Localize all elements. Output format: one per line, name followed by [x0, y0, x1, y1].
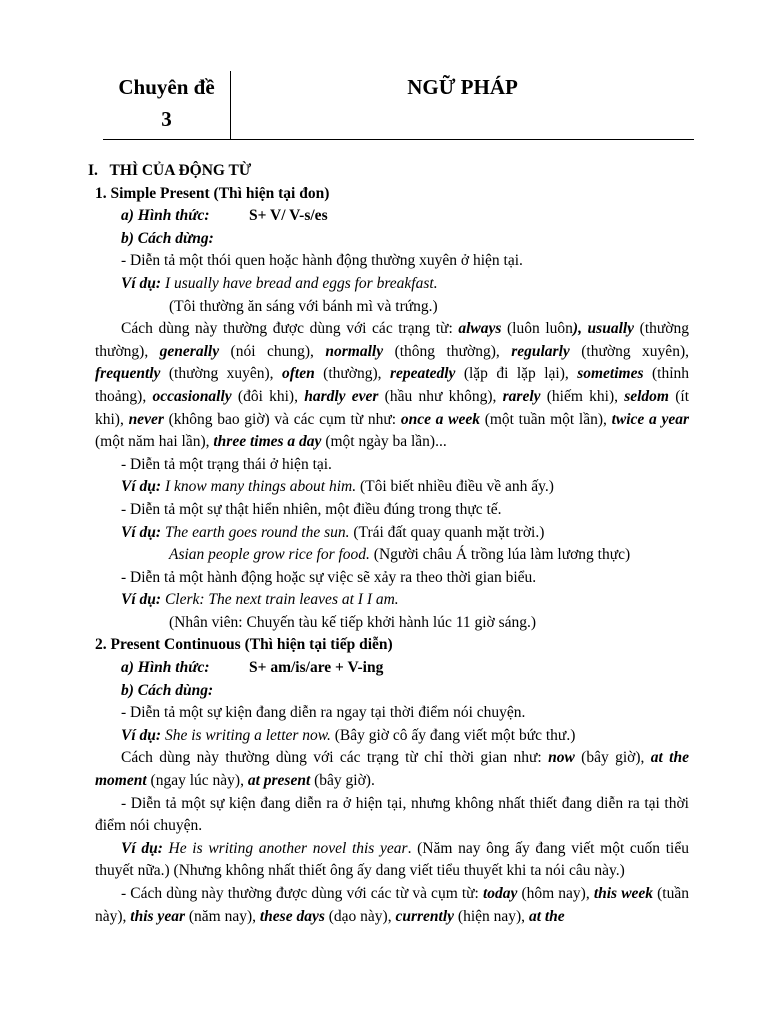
adverb-term: rarely [502, 387, 541, 405]
adverbs-paragraph [95, 883, 689, 928]
example-label: Ví dụ: [121, 726, 162, 744]
example [95, 273, 689, 296]
text-run: (hầu như không), [378, 387, 503, 405]
example [95, 838, 689, 883]
document-body [88, 160, 690, 928]
example-translation: (Tôi biết nhiều điều về anh ấy.) [356, 478, 554, 496]
topic-label: Chuyên đề [118, 75, 215, 99]
example-sentence: The earth goes round the sun. [164, 523, 350, 541]
example-translation: (Trái đất quay quanh mặt trời.) [349, 523, 545, 541]
adverb-term: frequently [95, 365, 161, 383]
page-title: NGỮ PHÁP [407, 75, 518, 99]
example-translation: (Tôi thường ăn sáng với bánh mì và trứng.) [169, 297, 438, 315]
adverb-term: today [482, 885, 518, 902]
example [95, 544, 689, 567]
example [95, 589, 689, 612]
adverb-term: at the moment [95, 749, 689, 790]
adverb-term: seldom [624, 387, 669, 405]
example-translation: (Người châu Á trồng lúa làm lương thực) [369, 546, 631, 564]
text-run: (thỉnh thoảng), [95, 365, 689, 405]
example-sentence: Asian people grow rice for food. [169, 546, 370, 564]
usage-label: b) Cách dừng: [121, 229, 214, 247]
adverb-term: repeatedly [389, 365, 456, 383]
form-line [95, 205, 689, 228]
adverb-term: three times a day [213, 433, 322, 451]
adverb-term: always [458, 320, 502, 338]
form-formula: S+ am/is/are + V-ing [249, 659, 384, 677]
adverb-term: regularly [511, 342, 570, 360]
adverb-term: twice a year [611, 410, 690, 428]
text-run: (tuần này), [95, 885, 689, 925]
section-number: I. [88, 162, 98, 179]
example-label: Ví dụ: [121, 591, 162, 609]
adverb-term: at the [528, 907, 565, 925]
text-run: - Cách dùng này thường được dùng với các từ và cụm từ: [121, 885, 483, 902]
text-run: (một tuần một lần), [479, 410, 612, 428]
adverb-term: normally [325, 342, 384, 360]
example [95, 522, 689, 545]
example-label: Ví dụ: [121, 274, 162, 292]
text-run: (đôi khi), [231, 387, 305, 405]
adverb-term: this year [130, 907, 185, 925]
adverb-term: often [282, 365, 315, 383]
usage-item: - Diễn tả một trạng thái ở hiện tại. [121, 455, 332, 473]
subsection-heading-simple-present: 1. Simple Present (Thì hiện tại đon) [95, 184, 330, 202]
usage-item: - Diễn tả một sự kiện đang diễn ra ngay tại thời điểm nói chuyện. [121, 704, 526, 722]
usage-item: - Diễn tả một sự kiện đang diễn ra ở hiện tại, nhưng không nhất thiết đang diễn ra tại thời điểm nói chuyện. [95, 794, 689, 835]
adverb-term: this week [593, 885, 654, 902]
example-sentence: Clerk: The next train leaves at I I am. [164, 591, 399, 609]
adverb-term: never [128, 410, 164, 428]
text-run: (dạo này), [324, 907, 396, 925]
section-heading [88, 160, 689, 183]
example-sentence: He is writing another novel this year [168, 839, 408, 857]
topic-number: 3 [161, 107, 172, 131]
example-label: Ví dụ: [121, 478, 162, 496]
example-sentence: She is writing a letter now. [164, 726, 331, 744]
example-label: Ví dụ: [121, 839, 163, 857]
form-label: a) Hình thức: [121, 659, 210, 677]
text-run: (thường thường), [95, 320, 689, 360]
example [95, 476, 689, 499]
adverb-term: these days [259, 907, 325, 925]
text-run: (thường xuyên), [569, 342, 689, 360]
text-run: Cách dùng này thường dùng với các trạng từ chỉ thời gian như: [121, 749, 549, 767]
text-run: (một năm hai lần), [95, 433, 214, 451]
usage-label: b) Cách dùng: [121, 681, 214, 699]
text-run: Cách dùng này thường được dùng với các trạng từ: [121, 320, 459, 338]
example-sentence: I know many things about him. [164, 478, 357, 496]
example-translation: (Nhân viên: Chuyến tàu kế tiếp khởi hành lúc 11 giờ sáng.) [169, 613, 537, 631]
adverb-term: once a week [400, 410, 480, 428]
text-run: (không bao giờ) và các cụm từ như: [163, 410, 401, 428]
text-run: (nói chung), [219, 342, 326, 360]
topic-cell [103, 71, 231, 139]
adverb-term: currently [395, 907, 455, 925]
usage-item: - Diễn tả một hành động hoặc sự việc sẽ xảy ra theo thời gian biểu. [121, 568, 537, 586]
adverbs-paragraph [95, 318, 689, 454]
adverb-term: sometimes [577, 365, 644, 383]
adverb-term: generally [159, 342, 220, 360]
section-title: THÌ CỦA ĐỘNG TỪ [109, 162, 252, 179]
text-run: (hiếm khi), [540, 387, 625, 405]
adverb-term: at present [247, 772, 311, 790]
text-run: (bây giờ), [574, 749, 651, 767]
text-run: (ít khi), [95, 387, 690, 428]
chapter-header [103, 71, 694, 140]
text-run: (luôn luôn [501, 320, 573, 338]
example [95, 725, 689, 748]
example-translation: (Bây giờ cô ấy đang viết một bức thư.) [330, 726, 576, 744]
form-formula: S+ V/ V-s/es [249, 207, 328, 225]
adverb-term: hardly ever [304, 387, 379, 405]
text-run: (một ngày ba lần)... [321, 433, 447, 451]
adverb-term: now [548, 749, 575, 767]
text-run: (lặp đi lặp lại), [455, 365, 578, 383]
text-run: (hiện nay), [454, 907, 529, 925]
example-label: Ví dụ: [121, 523, 162, 541]
adverb-term: occasionally [152, 387, 232, 405]
text-run: (thường xuyên), [160, 365, 282, 383]
text-run: (năm nay), [184, 907, 260, 925]
subsection-heading-present-continuous: 2. Present Continuous (Thì hiện tại tiếp diễn) [95, 636, 393, 654]
adverb-term: ), usually [572, 320, 635, 338]
example-sentence: I usually have bread and eggs for breakfast. [164, 274, 438, 292]
text-run: (thông thường), [383, 342, 512, 360]
text-run: (bây giờ). [310, 772, 375, 790]
form-line [95, 657, 689, 680]
usage-item: - Diễn tả một thói quen hoặc hành động thường xuyên ở hiện tại. [121, 252, 523, 270]
usage-item: - Diễn tả một sự thật hiển nhiên, một điều đúng trong thực tế. [121, 500, 502, 518]
text-run: (thường), [314, 365, 390, 383]
adverbs-paragraph [95, 747, 689, 792]
example-translation: . (Năm nay ông ấy đang viết một cuốn tiểu thuyết nữa.) (Nhưng không nhất thiết ông ấy dang viết tiểu thuyết khi ta nói câu này.) [95, 839, 689, 880]
text-run: (hôm nay), [517, 885, 594, 902]
form-label: a) Hình thức: [121, 207, 210, 225]
text-run: (ngay lúc này), [146, 772, 248, 790]
